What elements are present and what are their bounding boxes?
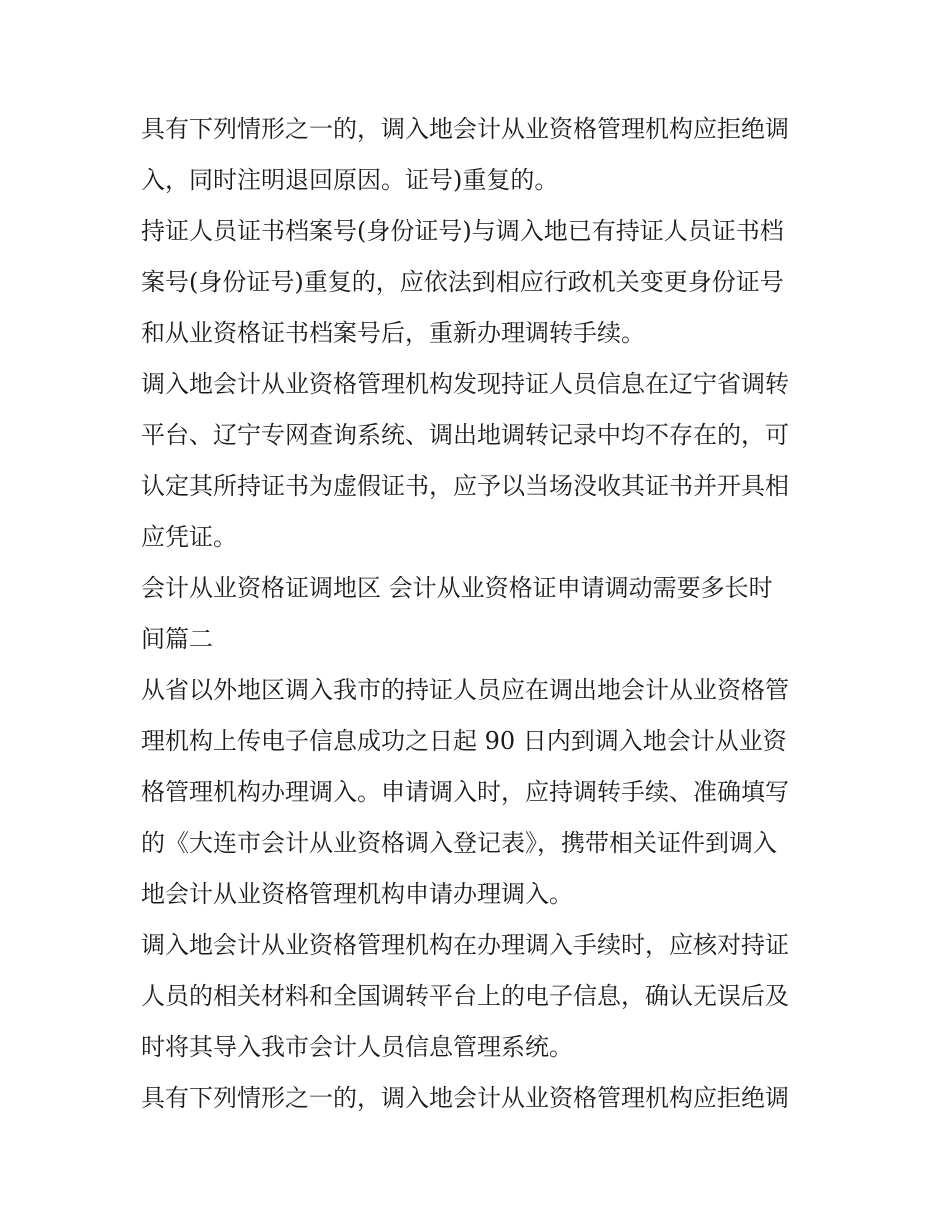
text-line: 从省以外地区调入我市的持证人员应在调出地会计从业资格管 — [141, 676, 789, 704]
text-line: 入，同时注明退回原因。证号)重复的。 — [141, 166, 559, 194]
text-line: 认定其所持证书为虚假证书，应予以当场没收其证书并开具相 — [141, 472, 789, 500]
text-line: 和从业资格证书档案号后，重新办理调转手续。 — [141, 319, 645, 347]
text-line: 格管理机构办理调入。申请调入时，应持调转手续、准确填写 — [141, 778, 789, 806]
text-line: 持证人员证书档案号(身份证号)与调入地已有持证人员证书档 — [141, 217, 784, 245]
text-line: 平台、辽宁专网查询系统、调出地调转记录中均不存在的，可 — [141, 421, 789, 449]
text-line: 应凭证。 — [141, 523, 237, 551]
text-line: 具有下列情形之一的，调入地会计从业资格管理机构应拒绝调 — [141, 1084, 789, 1112]
text-line: 理机构上传电子信息成功之日起 90 日内到调入地会计从业资 — [141, 727, 787, 755]
text-line: 地会计从业资格管理机构申请办理调入。 — [141, 880, 573, 908]
section-heading-line: 间篇二 — [141, 625, 213, 653]
text-line: 调入地会计从业资格管理机构发现持证人员信息在辽宁省调转 — [141, 370, 789, 398]
text-line: 具有下列情形之一的，调入地会计从业资格管理机构应拒绝调 — [141, 115, 789, 143]
text-line: 人员的相关材料和全国调转平台上的电子信息，确认无误后及 — [141, 982, 789, 1010]
document-body — [141, 104, 821, 1124]
section-heading-line: 会计从业资格证调地区 会计从业资格证申请调动需要多长时 — [141, 574, 773, 602]
text-line: 时将其导入我市会计人员信息管理系统。 — [141, 1033, 573, 1061]
text-line: 案号(身份证号)重复的，应依法到相应行政机关变更身份证号 — [141, 268, 784, 296]
text-line: 调入地会计从业资格管理机构在办理调入手续时，应核对持证 — [141, 931, 789, 959]
text-line: 的《大连市会计从业资格调入登记表》，携带相关证件到调入 — [141, 829, 777, 857]
